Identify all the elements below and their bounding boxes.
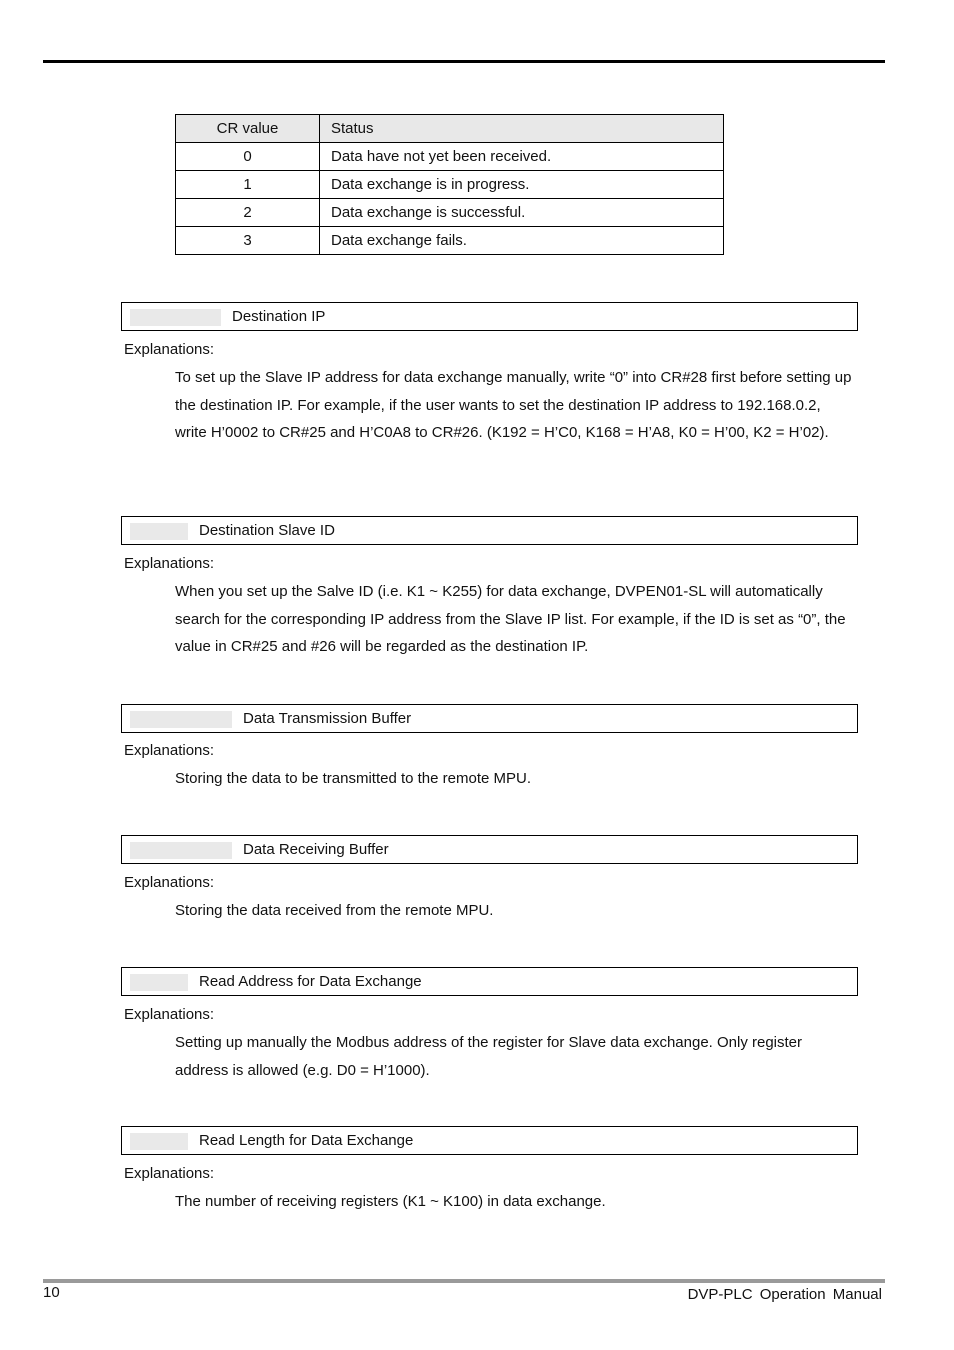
column-header-status: Status (320, 115, 724, 143)
section-header-destination-ip (121, 302, 858, 331)
cr-code-placeholder (130, 711, 232, 728)
section-title: Data Transmission Buffer (243, 710, 412, 727)
explanation-text: To set up the Slave IP address for data exchange manually, write “0” into CR#28 first before setting up the destination IP. For example, if the user wants to set the destination IP address to 192.168.0.2, write H’0002 to CR#25 and H’C0A8 to CR#26. (K192 = H’C0, K168 = H’A8, K0 = H’00, K2 = H’02). (175, 369, 852, 442)
section-header-data-receiving-buffer (121, 835, 858, 864)
cr-value-cell: 1 (176, 171, 320, 199)
footer-rule (43, 1279, 885, 1283)
explanations-label: Explanations: (124, 1006, 215, 1023)
manual-title: DVP-PLC Operation Manual (687, 1286, 882, 1303)
section-title: Read Length for Data Exchange (199, 1132, 414, 1149)
explanation-text: The number of receiving registers (K1 ~ K100) in data exchange. (175, 1193, 606, 1210)
table-row (176, 227, 724, 255)
explanations-label: Explanations: (124, 555, 215, 572)
cr-value-cell: 3 (176, 227, 320, 255)
section-title: Destination Slave ID (199, 522, 335, 539)
section-header-data-transmission-buffer (121, 704, 858, 733)
explanations-label: Explanations: (124, 874, 215, 891)
section-header-read-address (121, 967, 858, 996)
status-cell: Data have not yet been received. (320, 143, 724, 171)
section-title: Read Address for Data Exchange (199, 973, 422, 990)
cr-code-placeholder (130, 309, 221, 326)
explanations-label: Explanations: (124, 742, 215, 759)
cr-code-placeholder (130, 1133, 188, 1150)
cr-code-placeholder (130, 974, 188, 991)
explanations-label: Explanations: (124, 1165, 215, 1182)
section-title: Destination IP (232, 308, 326, 325)
cr-value-cell: 0 (176, 143, 320, 171)
explanation-text: When you set up the Salve ID (i.e. K1 ~ K255) for data exchange, DVPEN01-SL will automatically search for the corresponding IP address from the Slave IP list. For example, if the ID is set as “0”, the value in CR#25 and #26 will be regarded as the destination IP. (175, 583, 846, 656)
status-cell: Data exchange is successful. (320, 199, 724, 227)
status-cell: Data exchange fails. (320, 227, 724, 255)
explanation-text: Setting up manually the Modbus address of the register for Slave data exchange. Only register address is allowed (e.g. D0 = H’1000). (175, 1034, 803, 1079)
explanation-text: Storing the data received from the remote MPU. (175, 902, 494, 919)
explanations-label: Explanations: (124, 341, 215, 358)
cr-value-cell: 2 (176, 199, 320, 227)
page-number: 10 (43, 1284, 60, 1301)
section-header-destination-slave-id (121, 516, 858, 545)
status-cell: Data exchange is in progress. (320, 171, 724, 199)
cr-code-placeholder (130, 842, 232, 859)
explanation-text: Storing the data to be transmitted to the remote MPU. (175, 770, 532, 787)
table-row (176, 199, 724, 227)
table-header-row (176, 115, 724, 143)
section-title: Data Receiving Buffer (243, 841, 389, 858)
cr-code-placeholder (130, 523, 188, 540)
table-row (176, 143, 724, 171)
table-row (176, 171, 724, 199)
column-header-cr-value: CR value (176, 115, 320, 143)
header-rule (43, 60, 885, 63)
section-header-read-length (121, 1126, 858, 1155)
cr-status-table (175, 114, 724, 255)
